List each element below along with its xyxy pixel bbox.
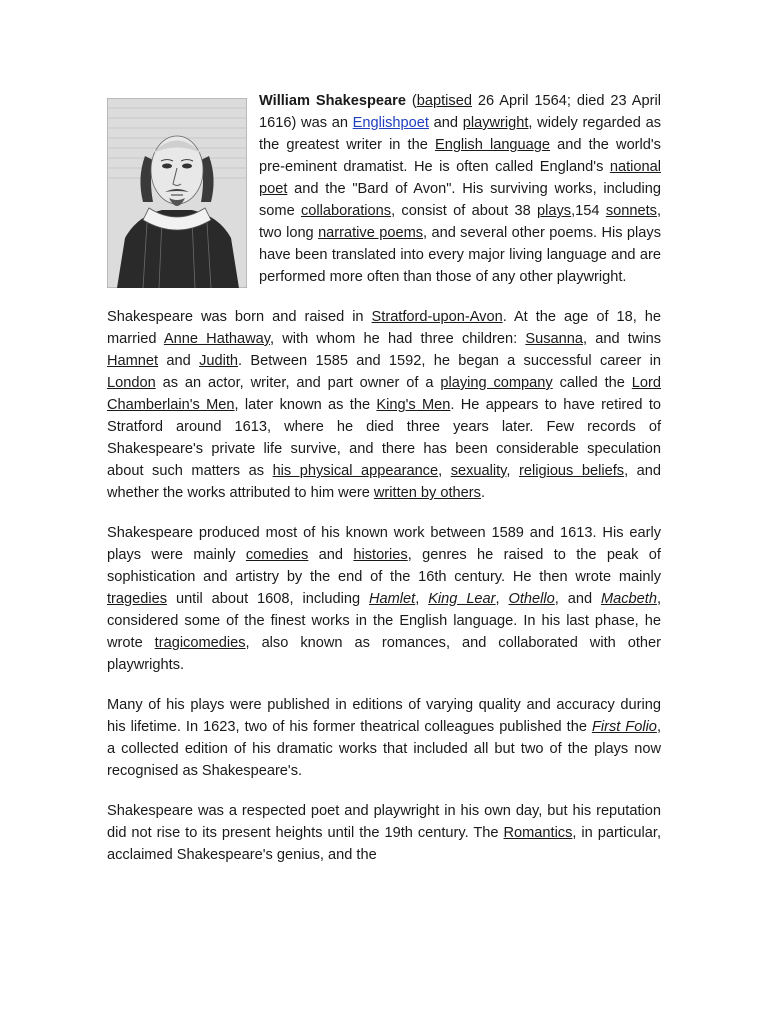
link-national-poet[interactable]: national poet [259, 159, 661, 197]
link-othello[interactable]: Othello [508, 591, 555, 607]
link-sexuality[interactable]: sexuality [450, 463, 507, 479]
link-plays[interactable]: plays [537, 203, 572, 219]
text-run: and [158, 353, 200, 369]
text-run: , widely regarded as the greatest writer in the [259, 115, 661, 153]
text-run: Shakespeare was a respected poet and playwright in his own day, but his reputation did not rise to its present heights until the 19th century. The [107, 803, 661, 841]
text-run: , and twins [582, 331, 662, 347]
paragraph-works [107, 522, 661, 676]
text-run: , [415, 591, 429, 607]
link-king-lear[interactable]: King Lear [428, 591, 496, 607]
link-written-by-others[interactable]: written by others [373, 485, 481, 501]
link-narrative-poems[interactable]: narrative poems [318, 225, 424, 241]
paragraph-publication [107, 694, 661, 782]
text-run: ,154 [571, 203, 606, 219]
text-run: , with whom he had three children: [269, 331, 526, 347]
text-run: Many of his plays were published in editions of varying quality and accuracy during his lifetime. In 1623, two of his former theatrical colleagues published the [107, 697, 661, 735]
link-histories[interactable]: histories [353, 547, 408, 563]
link-stratford-upon-avon[interactable]: Stratford-upon-Avon [371, 309, 503, 325]
text-run: , [438, 463, 451, 479]
link-english-language[interactable]: English language [434, 137, 551, 153]
link-first-folio[interactable]: First Folio [591, 719, 657, 735]
link-tragedies[interactable]: tragedies [107, 591, 168, 607]
text-run: , and whether the works attributed to him were [107, 463, 662, 501]
text-run: , two long [259, 203, 661, 241]
text-run: . At the age of 18, he married [107, 309, 661, 347]
text-run: , [506, 463, 519, 479]
text-run: , later known as the [234, 397, 377, 413]
text-run: . [480, 485, 486, 501]
link-judith[interactable]: Judith [199, 353, 239, 369]
text-run: , consist of about 38 [391, 203, 538, 219]
text-run: . He appears to have retired to Stratford around 1613, where he died three years later. Few records of Shakespeare's private life survive, and there has been considerable speculation about such matters as [107, 397, 661, 479]
paragraph-early-life [107, 306, 661, 504]
link-anne-hathaway[interactable]: Anne Hathaway [163, 331, 270, 347]
text-run: , considered some of the finest works in the English language. In his last phase, he wrote [107, 591, 662, 651]
paragraph-reputation [107, 800, 661, 866]
text-run: . Between 1585 and 1592, he began a successful career in [238, 353, 661, 369]
text-run: Shakespeare produced most of his known work between 1589 and 1613. His early plays were mainly [107, 525, 661, 563]
link-romantics[interactable]: Romantics [503, 825, 573, 841]
text-run: called the [552, 375, 632, 391]
link-susanna[interactable]: Susanna [525, 331, 583, 347]
text-run: , in particular, acclaimed Shakespeare's genius, and the [107, 825, 662, 863]
link-comedies[interactable]: comedies [245, 547, 309, 563]
link-religious-beliefs[interactable]: religious beliefs [519, 463, 625, 479]
document-page [107, 90, 661, 866]
shakespeare-portrait-image [107, 98, 247, 288]
text-run: and [428, 115, 463, 131]
text-run: , also known as romances, and collaborated with other playwrights. [107, 635, 661, 673]
link-collaborations[interactable]: collaborations [301, 203, 392, 219]
link-playwright[interactable]: playwright [462, 115, 529, 131]
text-run: and the "Bard of Avon". His surviving works, including some [259, 181, 661, 219]
link-his-physical-appearance[interactable]: his physical appearance [272, 463, 439, 479]
link-sonnets[interactable]: sonnets [605, 203, 657, 219]
link-hamnet[interactable]: Hamnet [107, 353, 159, 369]
link-englishpoet[interactable]: Englishpoet [352, 115, 429, 131]
text-run: as an actor, writer, and part owner of a [155, 375, 441, 391]
text-run: ( [405, 93, 417, 109]
subject-name: William Shakespeare [259, 93, 406, 109]
text-run: , and several other poems. His plays have been translated into every major living language and are performed more often than those of any other playwright. [259, 225, 662, 285]
link-baptised[interactable]: baptised [416, 93, 472, 109]
text-run: , genres he raised to the peak of sophistication and artistry by the end of the 16th century. He then wrote mainly [107, 547, 661, 585]
text-run: until about 1608, including [167, 591, 369, 607]
text-run: and the world's pre-eminent dramatist. He is often called England's [259, 137, 661, 175]
text-run: Shakespeare was born and raised in [107, 309, 372, 325]
link-hamlet[interactable]: Hamlet [369, 591, 416, 607]
link-playing-company[interactable]: playing company [440, 375, 553, 391]
text-run: 26 April 1564; died 23 April 1616) was an [259, 93, 661, 131]
text-run: , [495, 591, 509, 607]
link-macbeth[interactable]: Macbeth [600, 591, 657, 607]
link-king-s-men[interactable]: King's Men [376, 397, 451, 413]
link-tragicomedies[interactable]: tragicomedies [154, 635, 246, 651]
text-run: , and [554, 591, 601, 607]
link-london[interactable]: London [107, 375, 156, 391]
text-run: , a collected edition of his dramatic works that included all but two of the plays now recognised as Shakespeare's. [107, 719, 661, 779]
text-run: and [308, 547, 354, 563]
paragraph-intro [107, 90, 661, 288]
link-lord-chamberlain-s-men[interactable]: Lord Chamberlain's Men [107, 375, 661, 413]
